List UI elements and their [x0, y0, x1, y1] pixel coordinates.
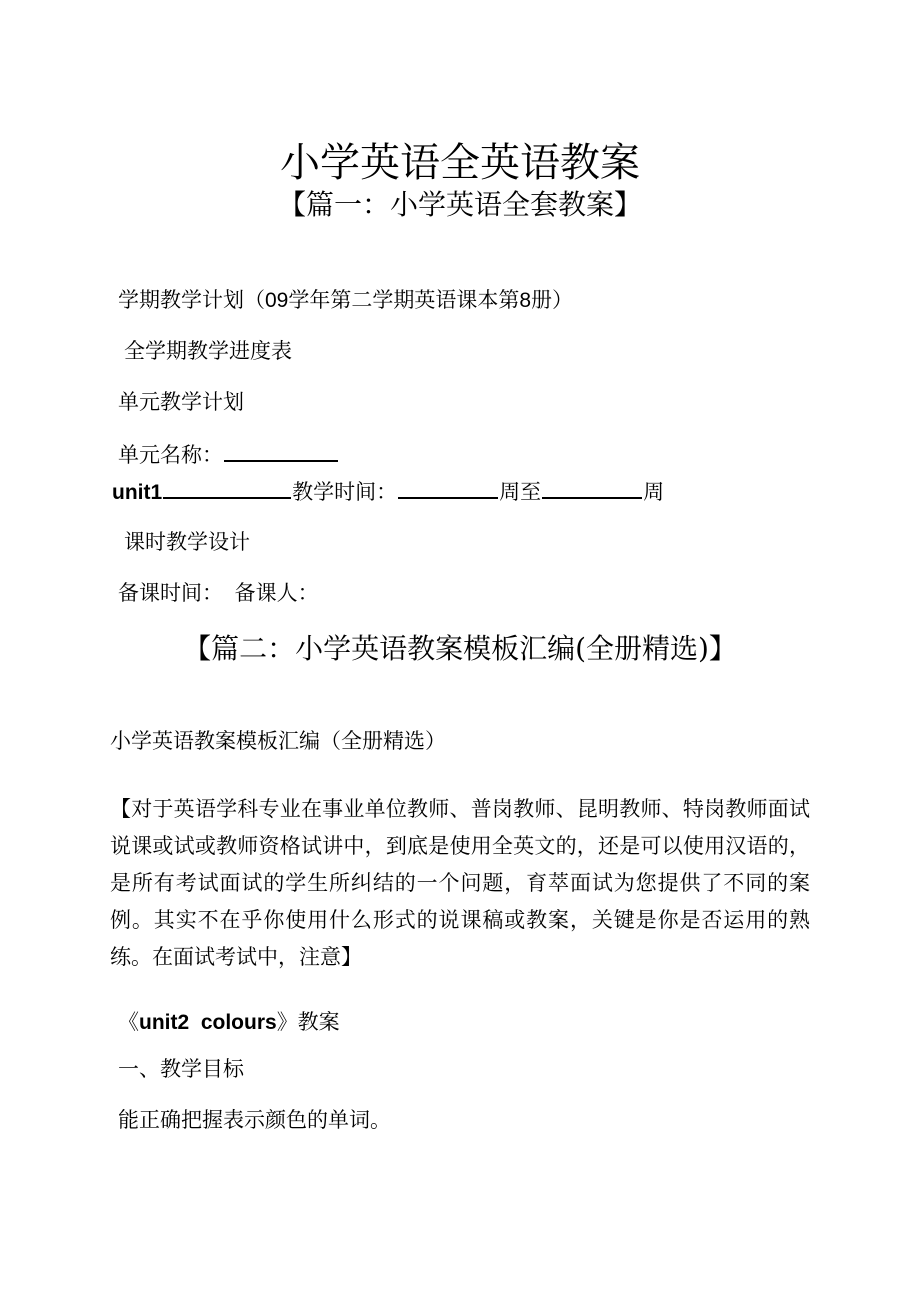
lesson-title-line: [118, 1009, 340, 1037]
lesson-close: 》教案: [276, 1011, 340, 1034]
unit-name-blank: [224, 440, 338, 462]
teach-time-label: 教学时间：: [292, 481, 398, 504]
unit-name-line: [118, 440, 339, 470]
unit-time-line: [112, 477, 664, 507]
week-end-blank: [542, 477, 642, 499]
section1-heading: 【篇一：小学英语全套教案】: [277, 188, 642, 221]
preparer-label: 备课人：: [234, 582, 319, 605]
week-start-blank: [398, 477, 498, 499]
prep-line: [118, 580, 319, 608]
semester-plan-text: 学期教学计划（09学年第二学期英语课本第8册）: [118, 289, 574, 312]
unit-name-label: 单元名称：: [118, 444, 223, 467]
semester-plan-line: [118, 287, 573, 315]
week-to-label: 周至: [499, 481, 542, 504]
lesson-design-line: 课时教学设计: [124, 531, 250, 554]
unit-blank: [163, 477, 291, 499]
section2-heading: 【篇二：小学英语教案模板汇编(全册精选)】: [183, 632, 737, 665]
lesson-open-bracket: 《: [118, 1011, 139, 1034]
objective-item: 能正确把握表示颜色的单词。: [118, 1109, 391, 1132]
schedule-line: 全学期教学进度表: [124, 340, 292, 363]
intro-paragraph: 【对于英语学科专业在事业单位教师、普岗教师、昆明教师、特岗教师面试说课或试或教师资格试讲中，到底是使用全英文的，还是可以使用汉语的，是所有考试面试的学生所纠结的一个问题，育萃面试为您提供了不同的案例。其实不在乎你使用什么形式的说课稿或教案，关键是你是否运用的熟练。在面试考试中，注意】: [110, 798, 810, 969]
objectives-heading: 一、教学目标: [118, 1058, 244, 1081]
unit-plan-line: 单元教学计划: [118, 391, 244, 414]
unit-value: unit1: [112, 481, 163, 504]
week-end-label: 周: [643, 481, 665, 504]
document-title: 小学英语全英语教案: [280, 139, 640, 186]
lesson-title: unit2 colours: [139, 1011, 277, 1034]
section2-subheading: 小学英语教案模板汇编（全册精选）: [110, 730, 446, 753]
prep-time-label: 备课时间：: [118, 582, 223, 605]
